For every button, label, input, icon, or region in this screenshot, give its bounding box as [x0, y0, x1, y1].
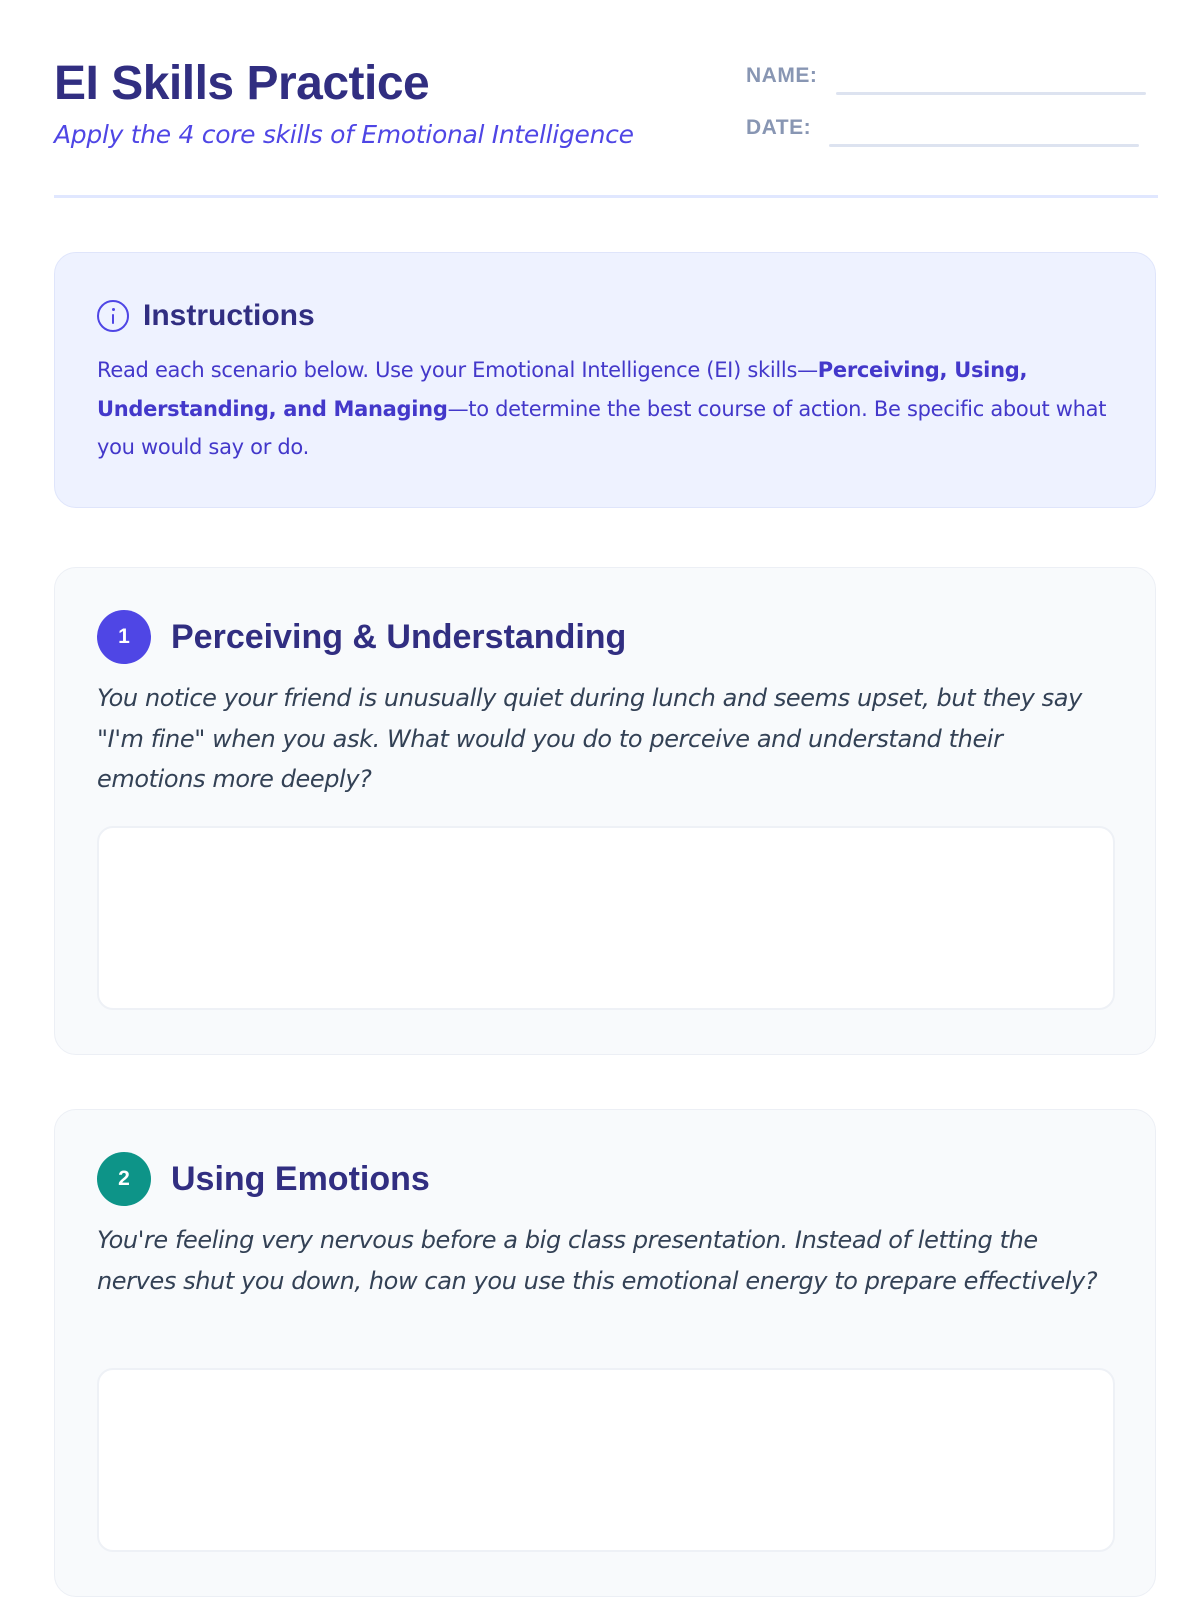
section-title: Using Emotions [171, 1159, 430, 1198]
section-card-1 [54, 567, 1156, 1055]
instructions-text-part1: Read each scenario below. Use your Emotional Intelligence (EI) skills— [97, 358, 818, 382]
section-card-2 [54, 1109, 1156, 1597]
instructions-text-part2: —to determine the best course of action. Be specific about what you would say or do. [97, 396, 1107, 459]
scenario-prompt: You're feeling very nervous before a big class presentation. Instead of letting the nerves shut you down, how can you use this emotional energy to prepare effectively? [97, 1226, 1098, 1295]
name-label: NAME: [746, 64, 818, 87]
page-title: EI Skills Practice [54, 57, 430, 110]
answer-box[interactable] [97, 1368, 1115, 1552]
section-title: Perceiving & Understanding [171, 617, 627, 656]
instructions-title: Instructions [143, 299, 315, 332]
instructions-heading [97, 299, 315, 333]
name-field-line[interactable] [836, 92, 1146, 95]
date-field-line[interactable] [829, 144, 1139, 147]
page-subtitle: Apply the 4 core skills of Emotional Intelligence [54, 120, 634, 149]
instructions-text [97, 351, 1117, 467]
worksheet-header [54, 48, 1146, 198]
section-heading [97, 1152, 430, 1206]
answer-box[interactable] [97, 826, 1115, 1010]
date-label: DATE: [746, 116, 812, 139]
section-heading [97, 610, 626, 664]
header-divider [54, 195, 1158, 198]
instructions-panel [54, 252, 1156, 508]
scenario-prompt: You notice your friend is unusually quiet during lunch and seems upset, but they say "I'm fine" when you ask. What would you do to perceive and understand their emotions more deeply? [97, 684, 1082, 793]
section-number-badge: 2 [97, 1152, 151, 1206]
info-icon [97, 300, 129, 332]
instructions-text-skills: Perceiving, Using, Understanding, and Managing [97, 358, 1028, 421]
section-number-badge: 1 [97, 610, 151, 664]
